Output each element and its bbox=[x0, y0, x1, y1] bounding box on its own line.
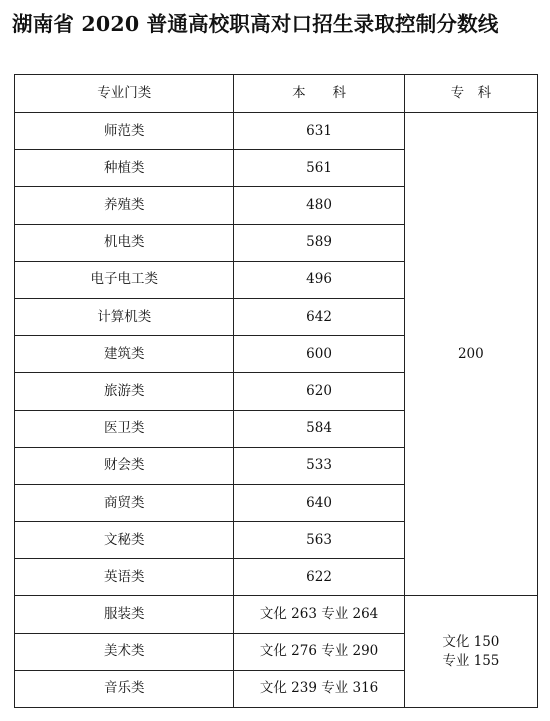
undergraduate-score-cell: 642 bbox=[234, 298, 404, 335]
category-cell: 文秘类 bbox=[15, 522, 234, 559]
category-cell: 计算机类 bbox=[15, 298, 234, 335]
undergraduate-score-cell: 文化 239 专业 316 bbox=[234, 670, 404, 707]
category-cell: 旅游类 bbox=[15, 373, 234, 410]
category-cell: 英语类 bbox=[15, 559, 234, 596]
undergraduate-score-cell: 620 bbox=[234, 373, 404, 410]
junior-arts-major-score: 专业 155 bbox=[442, 652, 500, 669]
header-undergraduate: 本 科 bbox=[234, 75, 404, 113]
undergraduate-score-cell: 640 bbox=[234, 484, 404, 521]
category-cell: 养殖类 bbox=[15, 187, 234, 224]
junior-arts-score-cell bbox=[404, 596, 537, 708]
category-cell: 电子电工类 bbox=[15, 261, 234, 298]
category-cell: 医卫类 bbox=[15, 410, 234, 447]
undergraduate-score-cell: 文化 263 专业 264 bbox=[234, 596, 404, 633]
undergraduate-score-cell: 589 bbox=[234, 224, 404, 261]
table-row bbox=[15, 596, 538, 633]
category-cell: 师范类 bbox=[15, 113, 234, 150]
score-table bbox=[14, 74, 538, 708]
page-title: 湖南省 2020 普通高校职高对口招生录取控制分数线 bbox=[12, 12, 499, 36]
undergraduate-score-cell: 496 bbox=[234, 261, 404, 298]
undergraduate-score-cell: 631 bbox=[234, 113, 404, 150]
undergraduate-score-cell: 文化 276 专业 290 bbox=[234, 633, 404, 670]
undergraduate-score-cell: 561 bbox=[234, 150, 404, 187]
header-category: 专业门类 bbox=[15, 75, 234, 113]
header-junior: 专 科 bbox=[404, 75, 537, 113]
undergraduate-score-cell: 563 bbox=[234, 522, 404, 559]
junior-arts-culture-score: 文化 150 bbox=[442, 633, 500, 650]
undergraduate-score-cell: 533 bbox=[234, 447, 404, 484]
category-cell: 服装类 bbox=[15, 596, 234, 633]
category-cell: 美术类 bbox=[15, 633, 234, 670]
category-cell: 音乐类 bbox=[15, 670, 234, 707]
undergraduate-score-cell: 584 bbox=[234, 410, 404, 447]
category-cell: 机电类 bbox=[15, 224, 234, 261]
table-row bbox=[15, 113, 538, 150]
undergraduate-score-cell: 480 bbox=[234, 187, 404, 224]
junior-general-score-cell: 200 bbox=[404, 113, 537, 596]
undergraduate-score-cell: 622 bbox=[234, 559, 404, 596]
category-cell: 建筑类 bbox=[15, 336, 234, 373]
category-cell: 商贸类 bbox=[15, 484, 234, 521]
category-cell: 种植类 bbox=[15, 150, 234, 187]
table-header-row bbox=[15, 75, 538, 113]
undergraduate-score-cell: 600 bbox=[234, 336, 404, 373]
category-cell: 财会类 bbox=[15, 447, 234, 484]
